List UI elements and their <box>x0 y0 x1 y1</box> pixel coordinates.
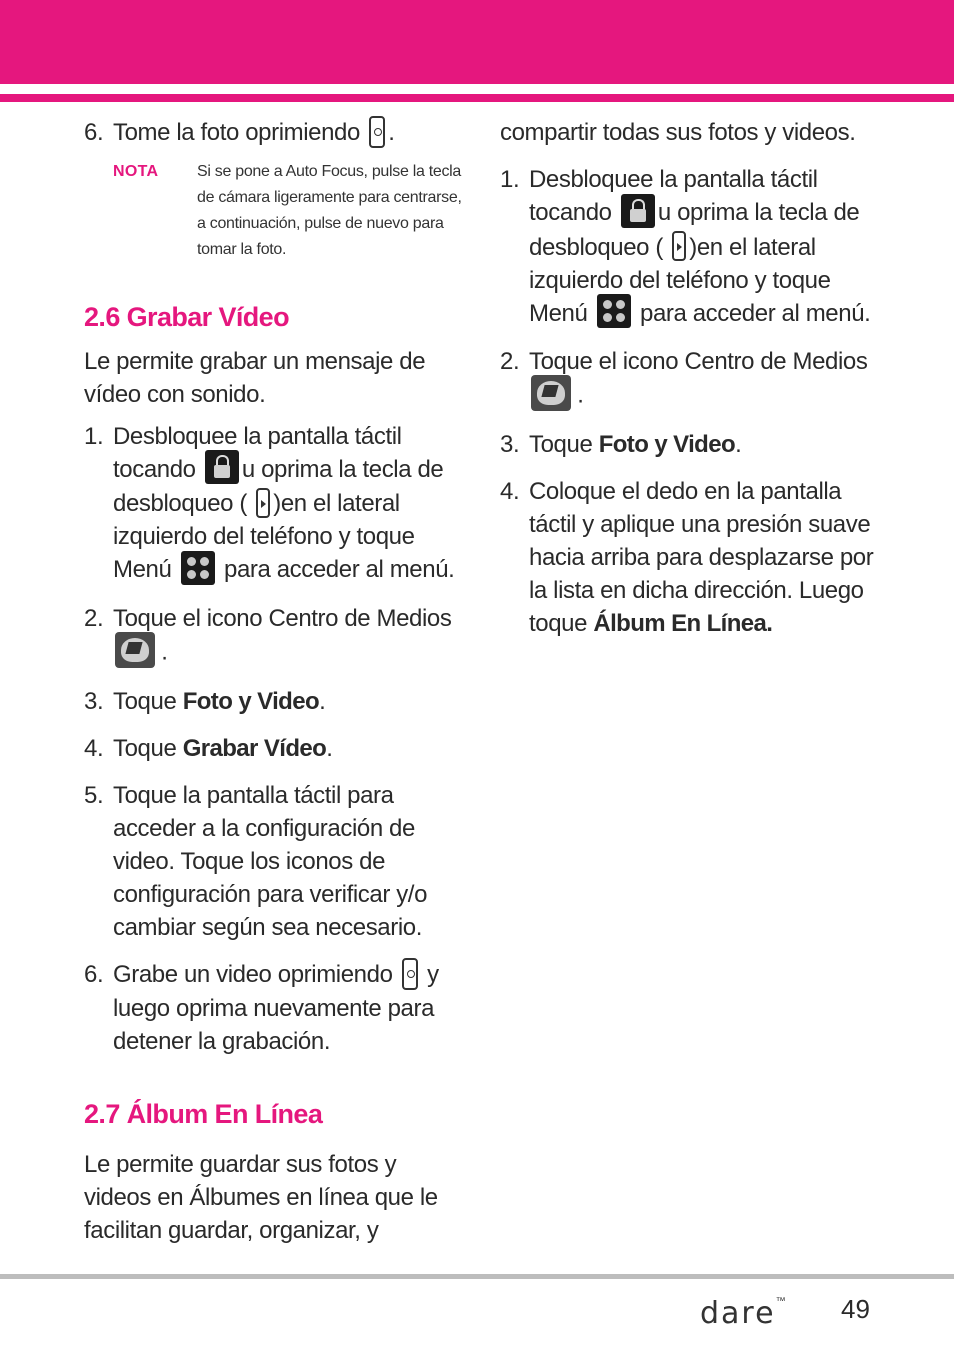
step-4-record-video: 4. Toque Grabar Vídeo. <box>84 734 333 762</box>
unlock-key-icon <box>672 231 686 261</box>
album-step-3-photo-video: 3. Toque Foto y Video. <box>500 431 742 459</box>
album-step-4-scroll: 4. Coloque el dedo en la pantalla táctil y aplique una presión suave hacia arriba para desplazarse por la lista en dicha dirección. Luego toque Álbum En Línea. <box>500 478 874 638</box>
album-online-label: Álbum En Línea. <box>593 610 773 638</box>
step-3-photo-video: 3. Toque Foto y Video. <box>84 687 326 715</box>
intro-video: Le permite grabar un mensaje de vídeo con sonido. <box>84 347 426 408</box>
album-step-1-unlock: 1. Desbloquee la pantalla táctil tocando u oprima la tecla de desbloqueo ( )en el lateral izquierdo del teléfono y toque Menú para acceder al menú. <box>500 166 871 327</box>
lock-icon <box>205 450 239 484</box>
lock-icon <box>621 194 655 228</box>
section-heading-video: 2.6 Grabar Vídeo <box>84 301 289 332</box>
intro-album-continued: compartir todas sus fotos y videos. <box>500 119 856 146</box>
dare-logo: dare™ <box>700 1296 786 1331</box>
step-take-photo: 6. Tome la foto oprimiendo . <box>84 116 464 150</box>
step-5-settings: 5. Toque la pantalla táctil para acceder a la configuración de video. Toque los iconos de configuración para verificar y/o cambiar según sea necesario. <box>84 781 428 941</box>
camera-key-icon <box>402 958 418 990</box>
intro-album: Le permite guardar sus fotos y videos en Álbumes en línea que le facilitan guardar, organizar, y <box>84 1150 438 1244</box>
unlock-key-icon <box>256 488 270 518</box>
header-rule <box>0 94 954 102</box>
camera-key-icon <box>369 116 385 148</box>
step-6-record: 6. Grabe un video oprimiendo y luego oprima nuevamente para detener la grabación. <box>84 958 464 1058</box>
menu-icon <box>181 551 215 585</box>
step-1-unlock: 1. Desbloquee la pantalla táctil tocando u oprima la tecla de desbloqueo ( )en el lateral izquierdo del teléfono y toque Menú para acceder al menú. <box>84 422 455 584</box>
media-center-icon <box>531 375 571 411</box>
section-heading-album: 2.7 Álbum En Línea <box>84 1098 323 1129</box>
step-2-media-center: 2. Toque el icono Centro de Medios . <box>84 602 464 671</box>
right-column <box>500 112 880 640</box>
menu-icon <box>597 294 631 328</box>
album-step-2-media-center: 2. Toque el icono Centro de Medios . <box>500 345 880 414</box>
page-number: 49 <box>841 1294 870 1324</box>
note-text: Si se pone a Auto Focus, pulse la tecla de cámara ligeramente para centrarse, a continuación, pulse de nuevo para tomar la foto. <box>197 162 462 258</box>
header-bar <box>0 0 954 84</box>
left-column <box>84 112 464 1247</box>
note-block <box>84 159 464 263</box>
footer-rule <box>0 1274 954 1279</box>
note-tag: NOTA <box>113 162 159 180</box>
media-center-icon <box>115 632 155 668</box>
